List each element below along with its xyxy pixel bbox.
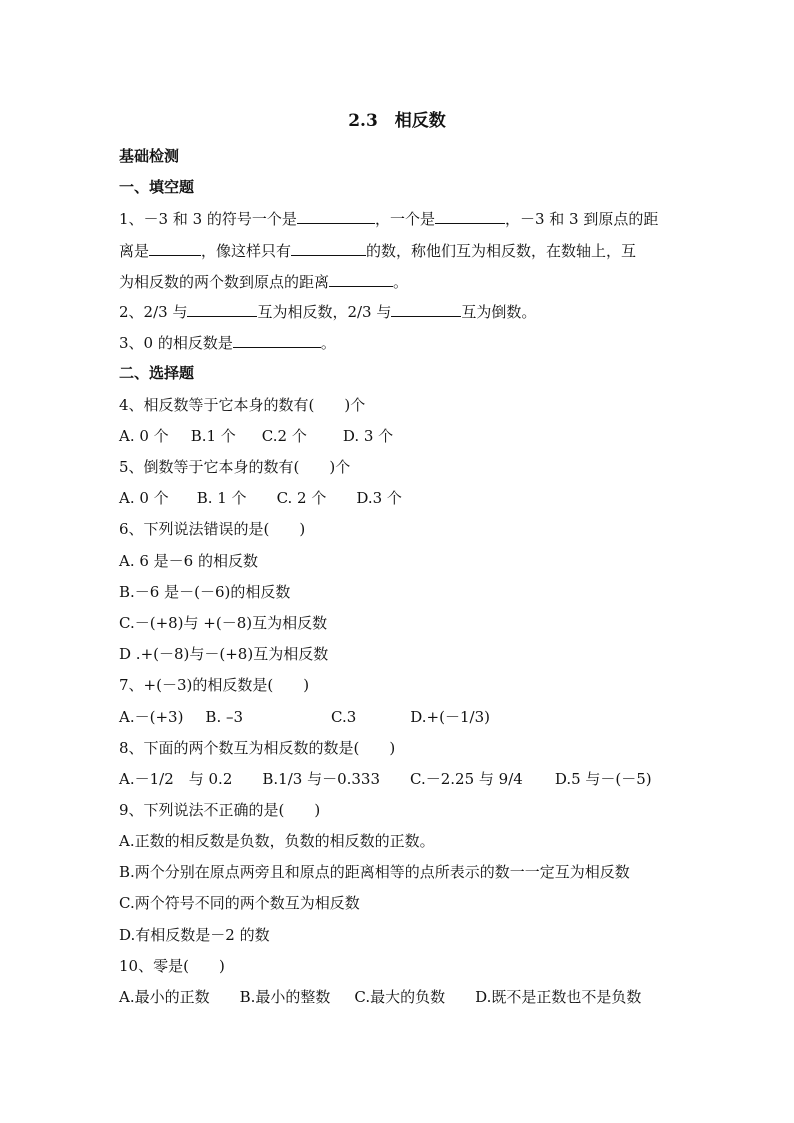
q9-option-a[interactable]: A.正数的相反数是负数，负数的相反数的正数。 [119, 832, 435, 850]
part2-heading: 二、选择题 [119, 364, 195, 382]
q1-blank-1[interactable] [297, 208, 375, 224]
q8-stem: 8、下面的两个数互为相反数的数是( ) [119, 739, 396, 757]
q2-line: 2、2/3 与 互为相反数，2/3 与 互为倒数。 [119, 303, 537, 321]
q1-blank-3[interactable] [149, 240, 201, 256]
q9-option-d[interactable]: D.有相反数是－2 的数 [119, 926, 270, 944]
q7-option-d[interactable]: D.+(－1/3) [410, 708, 490, 726]
q5-option-d[interactable]: D.3 个 [356, 489, 402, 507]
q7-stem: 7、+(－3)的相反数是( ) [119, 676, 310, 694]
q5-option-a[interactable]: A. 0 个 [119, 489, 169, 507]
q6-option-d[interactable]: D .+(－8)与－(+8)互为相反数 [119, 645, 329, 663]
q1-line3: 为相反数的两个数到原点的距离 。 [119, 273, 409, 291]
q2-blank-2[interactable] [391, 301, 461, 317]
q8-option-c[interactable]: C.－2.25 与 9/4 [410, 770, 523, 788]
q10-option-d[interactable]: D.既不是正数也不是负数 [475, 988, 642, 1006]
q8-option-d[interactable]: D.5 与－(－5) [554, 770, 652, 788]
part1-heading: 一、填空题 [119, 178, 195, 196]
q3-blank[interactable] [233, 332, 321, 348]
q9-option-b[interactable]: B.两个分别在原点两旁且和原点的距离相等的点所表示的数一一定互为相反数 [119, 863, 630, 881]
q4-option-c[interactable]: C.2 个 [261, 427, 307, 445]
q1-line2: 离是 ，像这样只有 的数，称他们互为相反数，在数轴上，互 [119, 242, 637, 260]
q6-stem: 6、下列说法错误的是( ) [119, 520, 306, 538]
q6-option-b[interactable]: B.－6 是－(－6)的相反数 [119, 583, 291, 601]
page-title: 2.3 相反数 [348, 111, 446, 131]
q8-option-b[interactable]: B.1/3 与－0.333 [262, 770, 381, 788]
q7-option-c[interactable]: C.3 [331, 708, 357, 726]
q10-stem: 10、零是( ) [119, 957, 225, 975]
q6-option-a[interactable]: A. 6 是－6 的相反数 [119, 552, 258, 570]
q4-stem: 4、相反数等于它本身的数有( )个 [119, 396, 366, 414]
q1-blank-2[interactable] [435, 208, 505, 224]
q10-option-a[interactable]: A.最小的正数 [119, 988, 210, 1006]
q9-option-c[interactable]: C.两个符号不同的两个数互为相反数 [119, 894, 360, 912]
q2-blank-1[interactable] [187, 301, 257, 317]
q8-options [119, 769, 652, 789]
q4-option-a[interactable]: A. 0 个 [119, 427, 169, 445]
q3-line: 3、0 的相反数是 。 [119, 334, 336, 352]
q1-blank-5[interactable] [329, 271, 393, 287]
q5-stem: 5、倒数等于它本身的数有( )个 [119, 458, 351, 476]
q7-options [119, 707, 490, 727]
q7-option-a[interactable]: A.－(+3) [119, 708, 184, 726]
q5-option-c[interactable]: C. 2 个 [276, 489, 327, 507]
q8-option-a[interactable]: A.－1/2 与 0.2 [119, 770, 233, 788]
q6-option-c[interactable]: C.－(+8)与 +(－8)互为相反数 [119, 614, 328, 632]
q4-options [119, 426, 393, 446]
q5-options [119, 488, 402, 508]
q10-option-c[interactable]: C.最大的负数 [354, 988, 446, 1006]
q7-option-b[interactable]: B. –3 [205, 708, 244, 726]
q10-option-b[interactable]: B.最小的整数 [239, 988, 331, 1006]
q10-options [119, 987, 641, 1007]
q9-stem: 9、下列说法不正确的是( ) [119, 801, 321, 819]
q4-option-b[interactable]: B.1 个 [190, 427, 236, 445]
q5-option-b[interactable]: B. 1 个 [196, 489, 247, 507]
q4-option-d[interactable]: D. 3 个 [342, 427, 394, 445]
q1-blank-4[interactable] [291, 240, 366, 256]
q1-line1: 1、－3 和 3 的符号一个是 ，一个是 ，－3 和 3 到原点的距 [119, 210, 659, 228]
section-label: 基础检测 [119, 147, 180, 165]
